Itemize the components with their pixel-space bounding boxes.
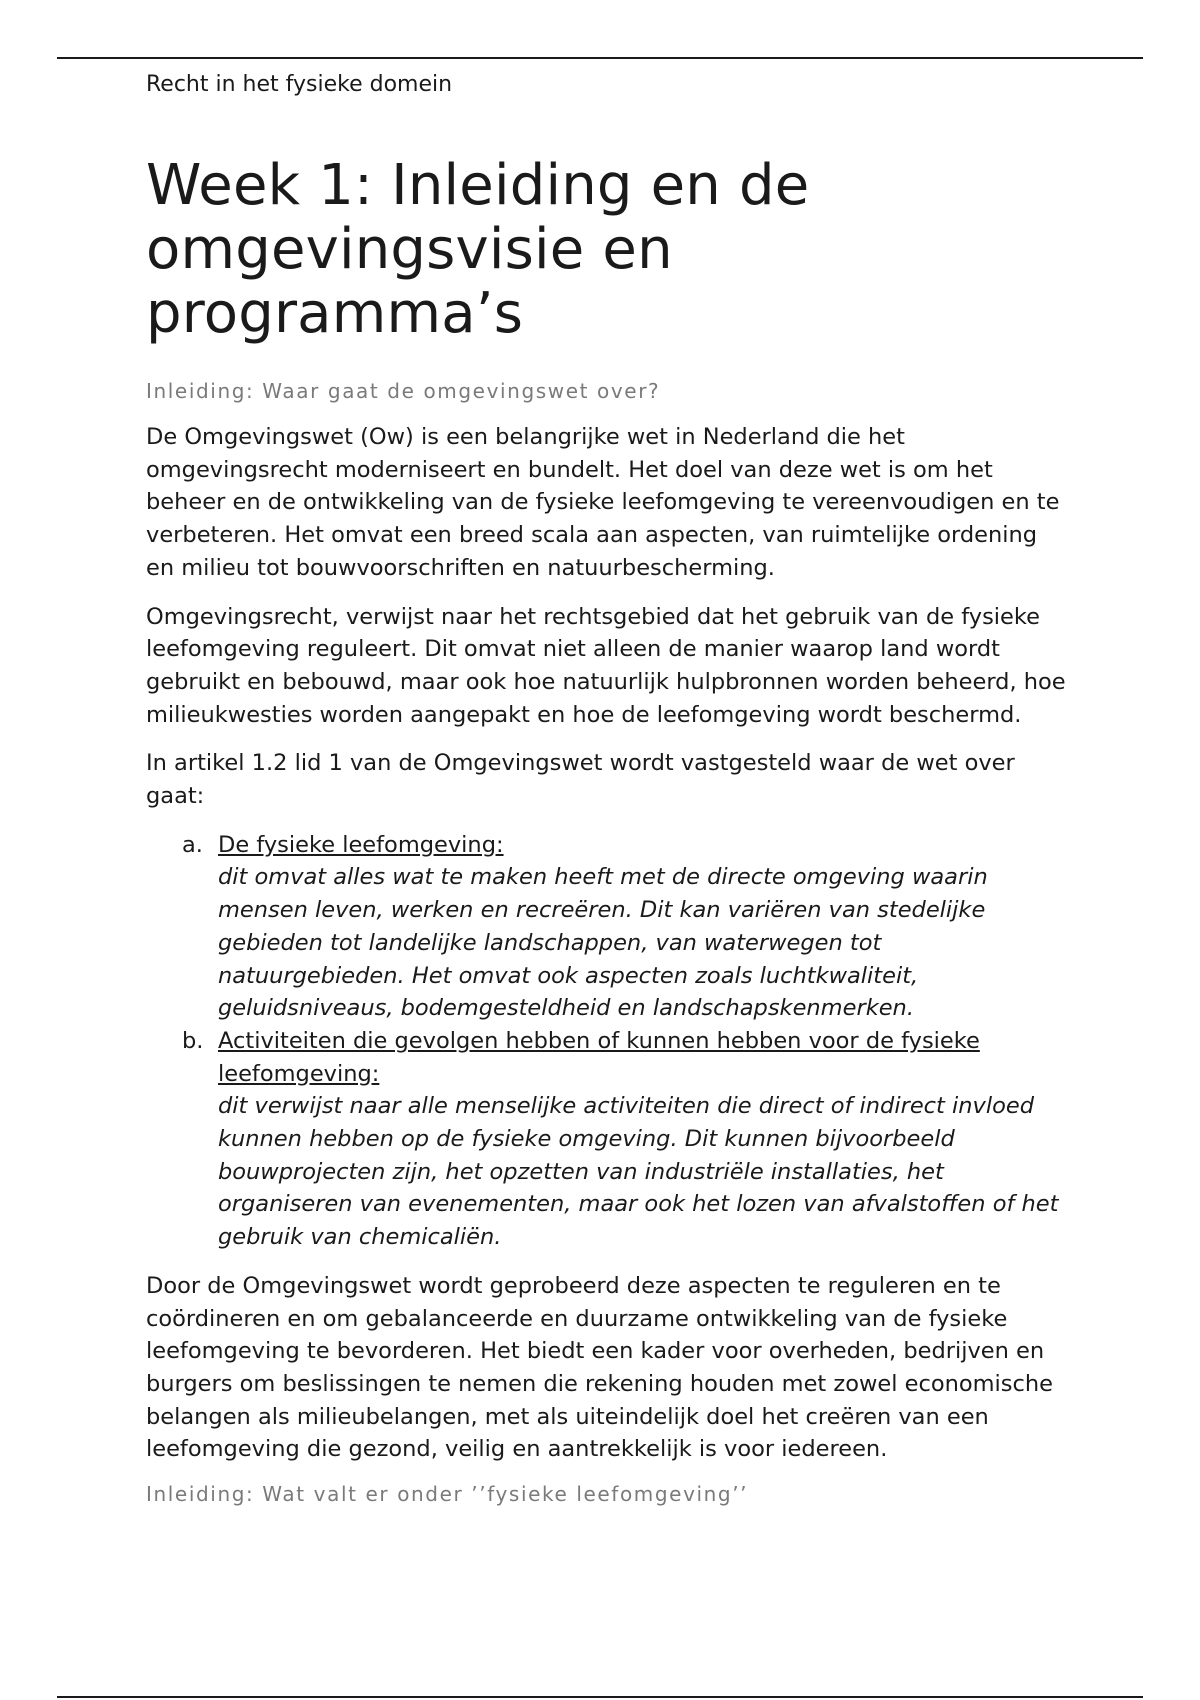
bottom-rule xyxy=(57,1696,1143,1698)
page-title-line-1: Week 1: Inleiding en de xyxy=(146,153,810,218)
paragraph: Omgevingsrecht, verwijst naar het rechtsgebied dat het gebruik van de fysieke leefomgeving reguleert. Dit omvat niet alleen de manier waarop land wordt gebruikt en bebouwd, maar ook hoe natuurlijk hulpbronnen worden beheerd, hoe milieukwesties worden aangepakt en hoe de leefomgeving wordt beschermd. xyxy=(146,603,1066,728)
running-header: Recht in het fysieke domein xyxy=(146,72,453,97)
list-item-heading: De fysieke leefomgeving: xyxy=(218,831,504,858)
paragraph: Door de Omgevingswet wordt geprobeerd deze aspecten te reguleren en te coördineren en om gebalanceerde en duurzame ontwikkeling van de fysieke leefomgeving te bevorderen. Het biedt een kader voor overheden, bedrijven en burgers om beslissingen te nemen die rekening houden met zowel economische belangen als milieubelangen, met als uiteindelijk doel het creëren van een leefomgeving die gezond, veilig en aantrekkelijk is voor iedereen. xyxy=(146,1272,1053,1463)
document-page xyxy=(146,68,1066,1508)
lettered-list xyxy=(146,829,1066,1254)
page-title xyxy=(146,154,1066,346)
list-marker: b. xyxy=(182,1027,204,1054)
page-title-line-2: omgevingsvisie en programma’s xyxy=(146,217,673,346)
list-marker: a. xyxy=(182,831,203,858)
section-subheading: Inleiding: Waar gaat de omgevingswet over? xyxy=(146,379,661,403)
top-rule xyxy=(57,57,1143,59)
list-item xyxy=(146,1025,1066,1254)
paragraph: In artikel 1.2 lid 1 van de Omgevingswet wordt vastgesteld waar de wet over gaat: xyxy=(146,750,1015,810)
section-subheading: Inleiding: Wat valt er onder ’’fysieke leefomgeving’’ xyxy=(146,1482,749,1507)
list-item-body: dit omvat alles wat te maken heeft met de directe omgeving waarin mensen leven, werken en recreëren. Dit kan variëren van stedelijke gebieden tot landelijke landschappen, van waterwegen tot natuurgebieden. Het omvat ook aspecten zoals luchtkwaliteit, geluidsniveaus, bodemgesteldheid en landschapskenmerken. xyxy=(218,864,988,1022)
list-item-heading: Activiteiten die gevolgen hebben of kunnen hebben voor de fysieke leefomgeving: xyxy=(218,1027,980,1087)
list-item-body: dit verwijst naar alle menselijke activiteiten die direct of indirect invloed kunnen hebben op de fysieke omgeving. Dit kunnen bijvoorbeeld bouwprojecten zijn, het opzetten van industriële installaties, het organiseren van evenementen, maar ook het lozen van afvalstoffen of het gebruik van chemicaliën. xyxy=(218,1093,1059,1251)
list-item xyxy=(146,829,1066,1025)
paragraph: De Omgevingswet (Ow) is een belangrijke wet in Nederland die het omgevingsrecht moderniseert en bundelt. Het doel van deze wet is om het beheer en de ontwikkeling van de fysieke leefomgeving te vereenvoudigen en te verbeteren. Het omvat een breed scala aan aspecten, van ruimtelijke ordening en milieu tot bouwvoorschriften en natuurbescherming. xyxy=(146,424,1060,581)
